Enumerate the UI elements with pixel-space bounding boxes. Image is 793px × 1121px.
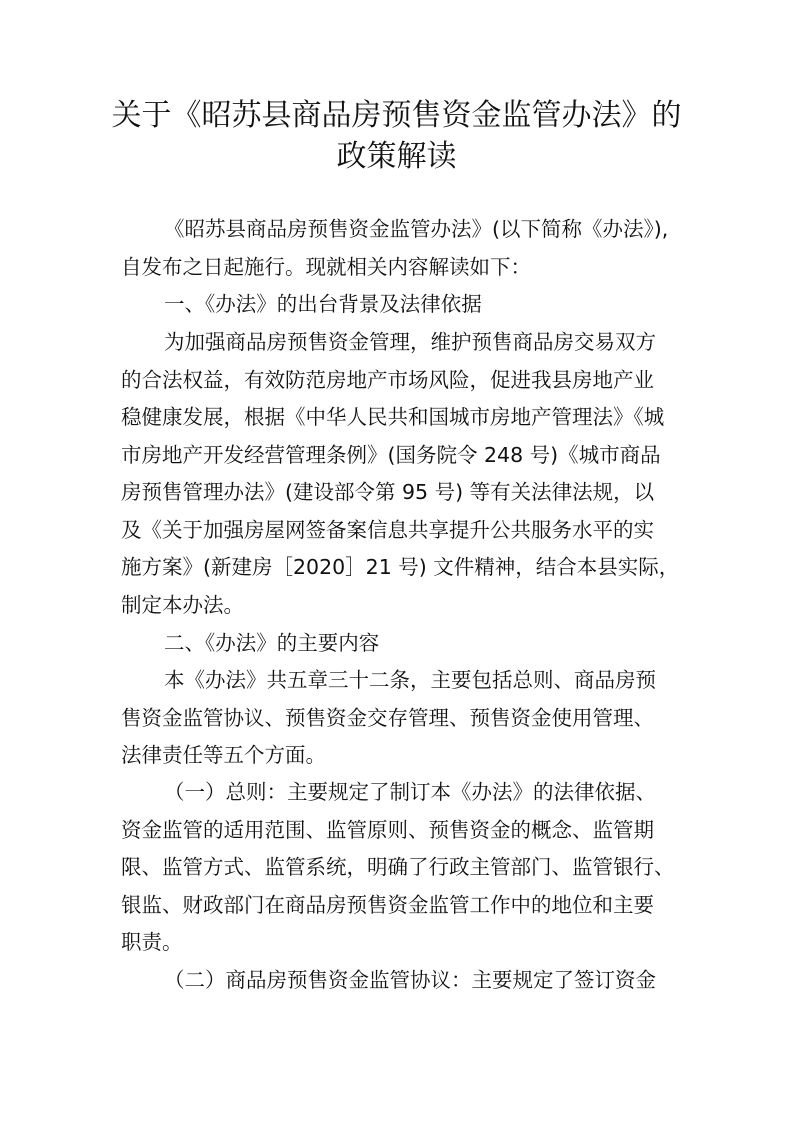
- intro-paragraph-line-2: 自发布之日起施行。现就相关内容解读如下：: [121, 255, 531, 279]
- general-provisions-line-2: 资金监管的适用范围、监管原则、预售资金的概念、监管期: [121, 818, 654, 842]
- background-paragraph-line-2: 的合法权益，有效防范房地产市场风险，促进我县房地产业: [121, 368, 654, 392]
- general-provisions-line-5: 职责。: [121, 930, 183, 954]
- background-paragraph-line-7: 施方案》(新建房［2020］21 号) 文件精神，结合本县实际，: [121, 555, 680, 579]
- content-paragraph-line-3: 法律责任等五个方面。: [121, 743, 326, 767]
- section-heading-background: 一、《办法》的出台背景及法律依据: [164, 292, 482, 316]
- content-paragraph-line-1: 本《办法》共五章三十二条，主要包括总则、商品房预: [164, 668, 656, 692]
- background-paragraph-line-6: 及《关于加强房屋网签备案信息共享提升公共服务水平的实: [121, 518, 654, 542]
- section-heading-main-content: 二、《办法》的主要内容: [164, 631, 380, 655]
- background-paragraph-line-3: 稳健康发展，根据《中华人民共和国城市房地产管理法》《城: [121, 405, 665, 429]
- general-provisions-line-1: （一）总则：主要规定了制订本《办法》的法律依据、: [164, 780, 656, 804]
- content-paragraph-line-2: 售资金监管协议、预售资金交存管理、预售资金使用管理、: [121, 706, 654, 730]
- intro-paragraph-line-1: 《昭苏县商品房预售资金监管办法》(以下简称《办法》),: [164, 217, 669, 241]
- document-title-line-2: 政策解读: [336, 139, 457, 174]
- general-provisions-line-3: 限、监管方式、监管系统，明确了行政主管部门、监管银行、: [121, 855, 675, 879]
- document-title-line-1: 关于《昭苏县商品房预售资金监管办法》的: [111, 98, 682, 133]
- background-paragraph-line-4: 市房地产开发经营管理条例》(国务院令 248 号)《城市商品: [121, 443, 661, 467]
- supervision-agreement-line-1: （二）商品房预售资金监管协议：主要规定了签订资金: [164, 968, 656, 992]
- background-paragraph-line-5: 房预售管理办法》(建设部令第 95 号) 等有关法律法规，以: [121, 480, 655, 504]
- background-paragraph-line-8: 制定本办法。: [121, 593, 244, 617]
- background-paragraph-line-1: 为加强商品房预售资金管理，维护预售商品房交易双方: [164, 330, 656, 354]
- general-provisions-line-4: 银监、财政部门在商品房预售资金监管工作中的地位和主要: [121, 893, 654, 917]
